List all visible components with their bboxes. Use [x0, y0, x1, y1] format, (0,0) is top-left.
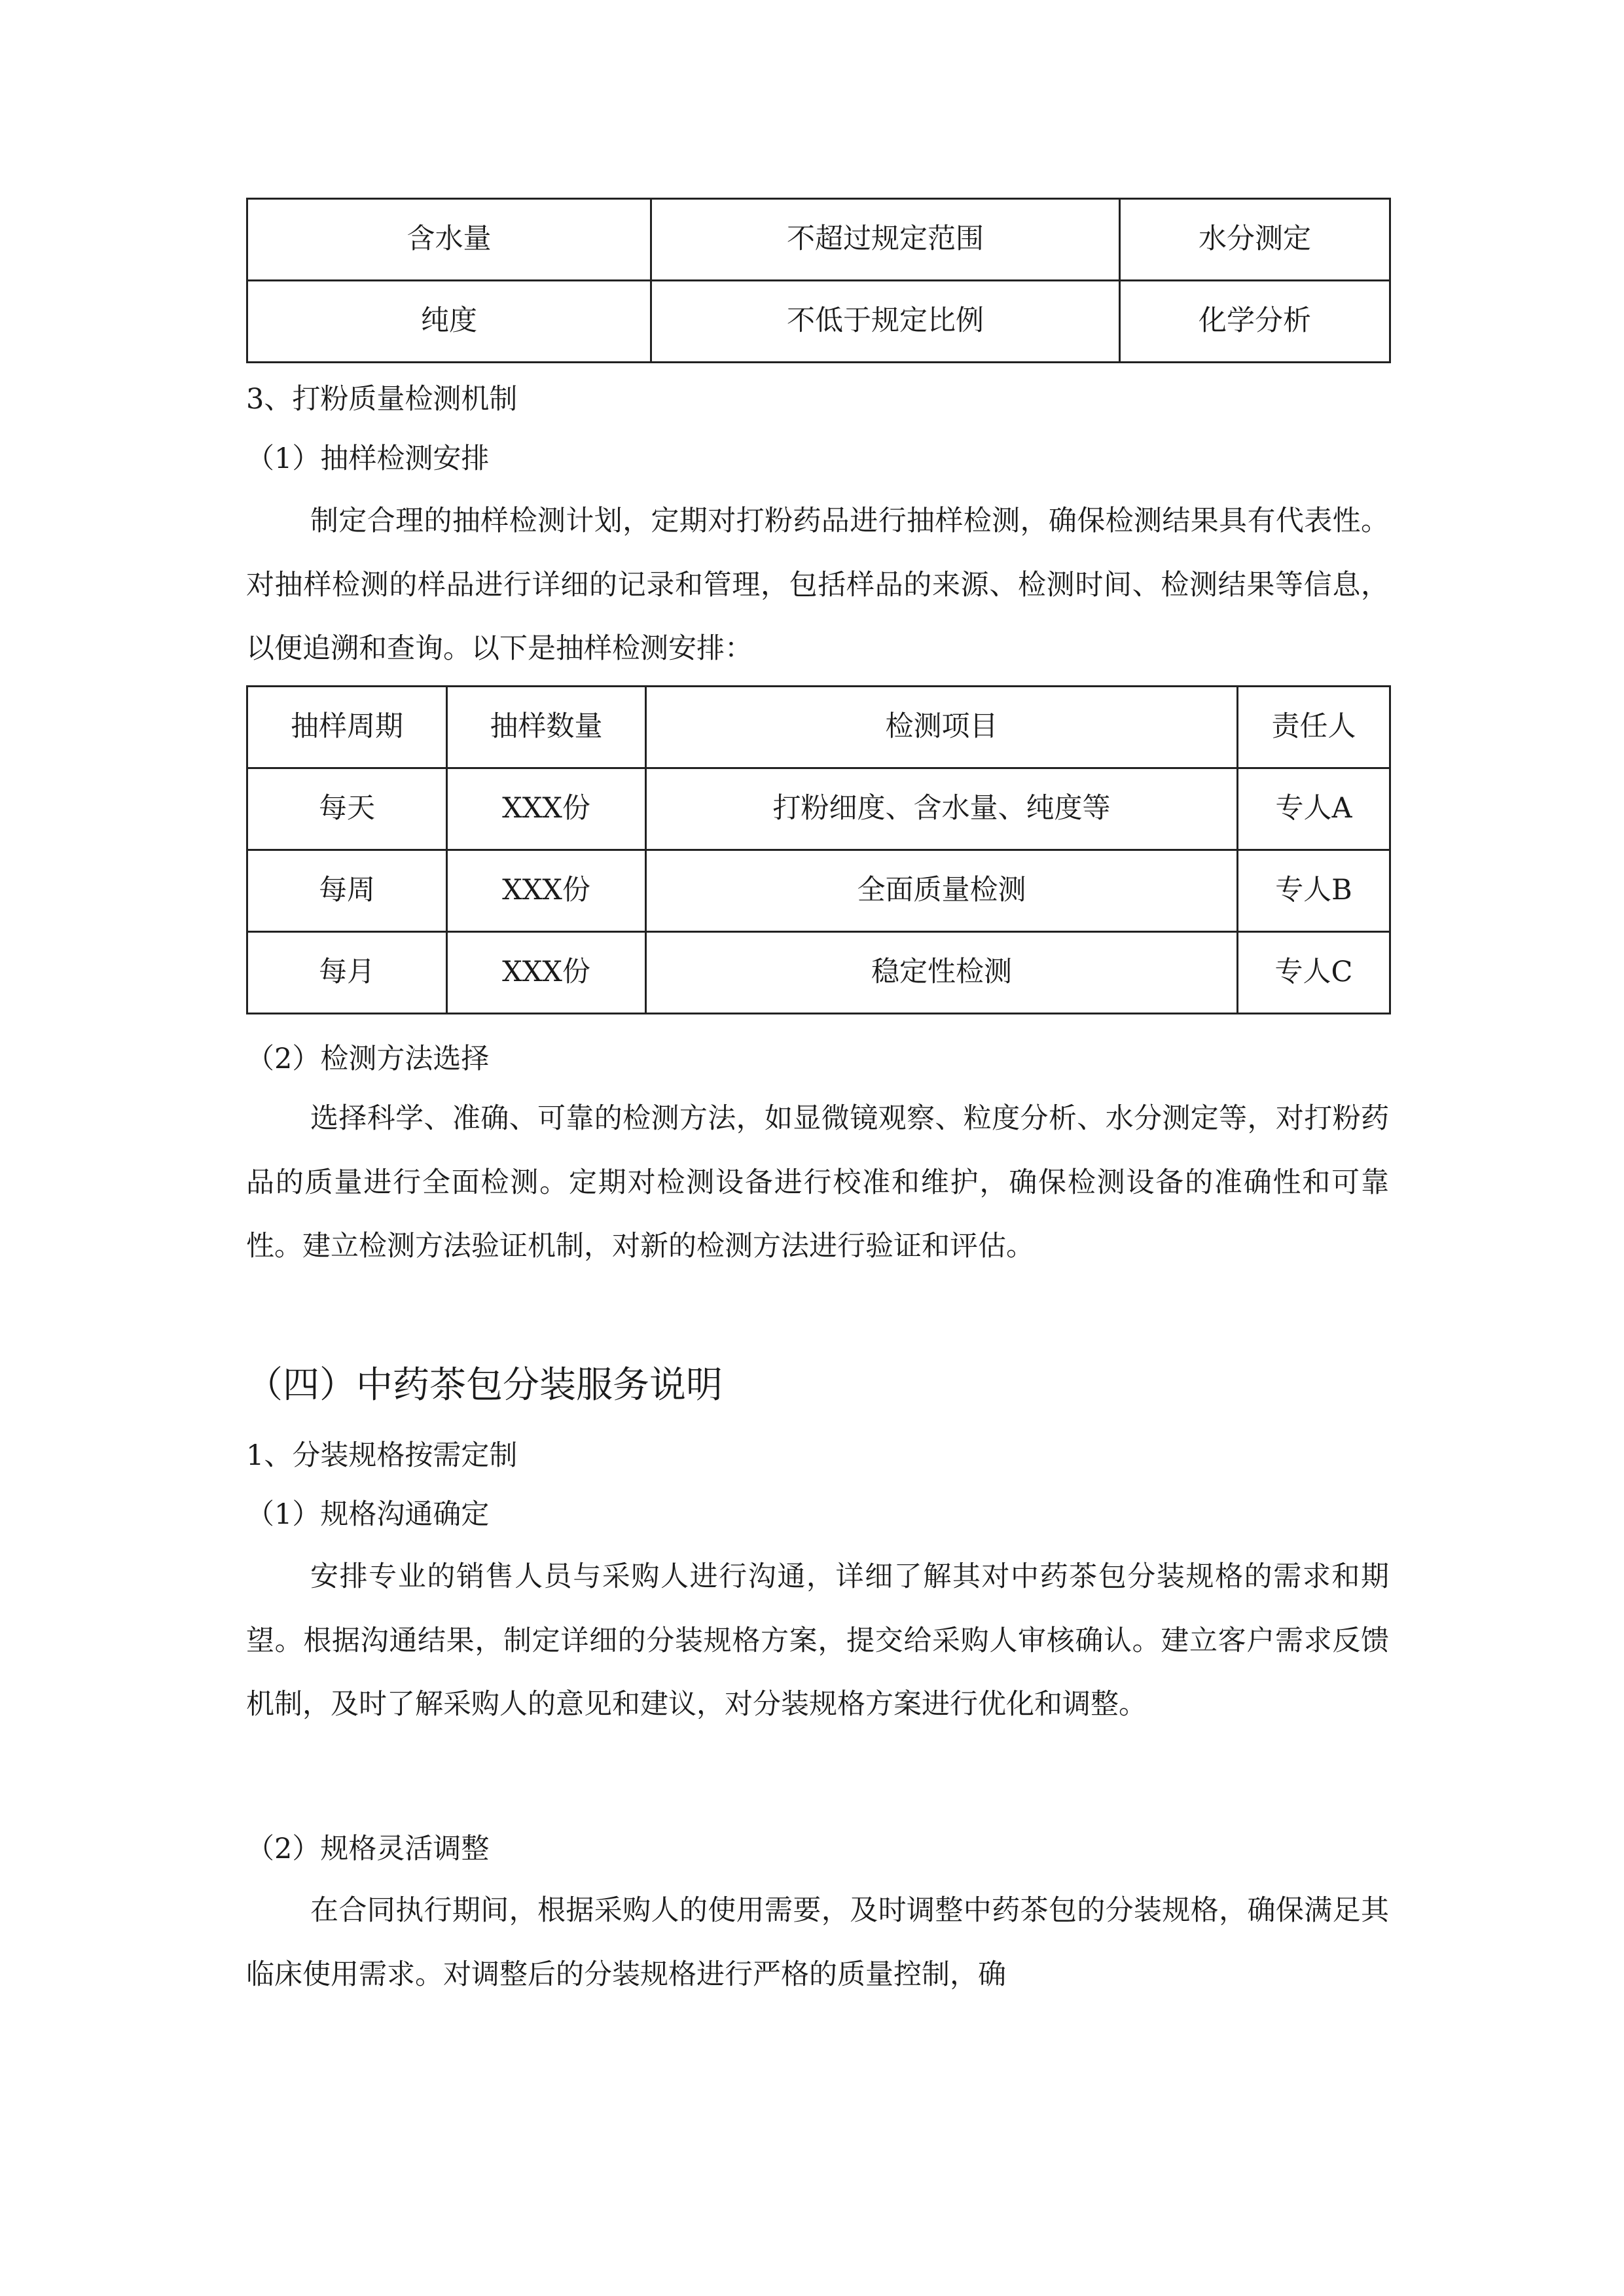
column-header: 检测项目 — [646, 687, 1238, 768]
table-cell: 不超过规定范围 — [651, 199, 1120, 281]
chapter-title: （四）中药茶包分装服务说明 — [246, 1364, 723, 1407]
table-cell: 水分测定 — [1120, 199, 1390, 281]
table-cell: 含水量 — [247, 199, 651, 281]
table-row — [247, 281, 1390, 363]
subsection-heading: （1）抽样检测安排 — [246, 442, 490, 475]
column-header: 抽样数量 — [447, 687, 646, 768]
table-cell: 专人A — [1238, 768, 1390, 850]
subsection-heading: （1）规格沟通确定 — [246, 1498, 490, 1531]
table-cell: 稳定性检测 — [646, 932, 1238, 1014]
table-cell: XXX份 — [447, 850, 646, 932]
paragraph: 选择科学、准确、可靠的检测方法，如显微镜观察、粒度分析、水分测定等，对打粉药品的质量进行全面检测。定期对检测设备进行校准和维护，确保检测设备的准确性和可靠性。建立检测方法验证机制，对新的检测方法进行验证和评估。 — [246, 1102, 1389, 1263]
table-cell: 打粉细度、含水量、纯度等 — [646, 768, 1238, 850]
table-cell: XXX份 — [447, 768, 646, 850]
table-cell: 化学分析 — [1120, 281, 1390, 363]
column-header: 责任人 — [1238, 687, 1390, 768]
paragraph: 安排专业的销售人员与采购人进行沟通，详细了解其对中药茶包分装规格的需求和期望。根据沟通结果，制定详细的分装规格方案，提交给采购人审核确认。建立客户需求反馈机制，及时了解采购人的意见和建议，对分装规格方案进行优化和调整。 — [246, 1560, 1389, 1721]
table-cell: 全面质量检测 — [646, 850, 1238, 932]
table-row — [247, 850, 1390, 932]
sampling-schedule-table — [246, 685, 1391, 1014]
table-header-row — [247, 687, 1390, 768]
table-cell: XXX份 — [447, 932, 646, 1014]
table-row — [247, 199, 1390, 281]
table-cell: 纯度 — [247, 281, 651, 363]
column-header: 抽样周期 — [247, 687, 447, 768]
subsection-heading: （2）规格灵活调整 — [246, 1833, 490, 1865]
table-cell: 专人C — [1238, 932, 1390, 1014]
section-heading: 3、打粉质量检测机制 — [246, 383, 518, 416]
table-row — [247, 932, 1390, 1014]
paragraph: 在合同执行期间，根据采购人的使用需要，及时调整中药茶包的分装规格，确保满足其临床使用需求。对调整后的分装规格进行严格的质量控制，确 — [246, 1894, 1389, 1991]
table-cell: 专人B — [1238, 850, 1390, 932]
table-cell: 不低于规定比例 — [651, 281, 1120, 363]
table-cell: 每天 — [247, 768, 447, 850]
table-cell: 每周 — [247, 850, 447, 932]
quality-standards-table — [246, 198, 1391, 363]
table-row — [247, 768, 1390, 850]
section-heading: 1、分装规格按需定制 — [246, 1439, 518, 1472]
subsection-heading: （2）检测方法选择 — [246, 1043, 490, 1075]
table-cell: 每月 — [247, 932, 447, 1014]
paragraph: 制定合理的抽样检测计划，定期对打粉药品进行抽样检测，确保检测结果具有代表性。对抽样检测的样品进行详细的记录和管理，包括样品的来源、检测时间、检测结果等信息，以便追溯和查询。以下是抽样检测安排： — [246, 505, 1389, 665]
